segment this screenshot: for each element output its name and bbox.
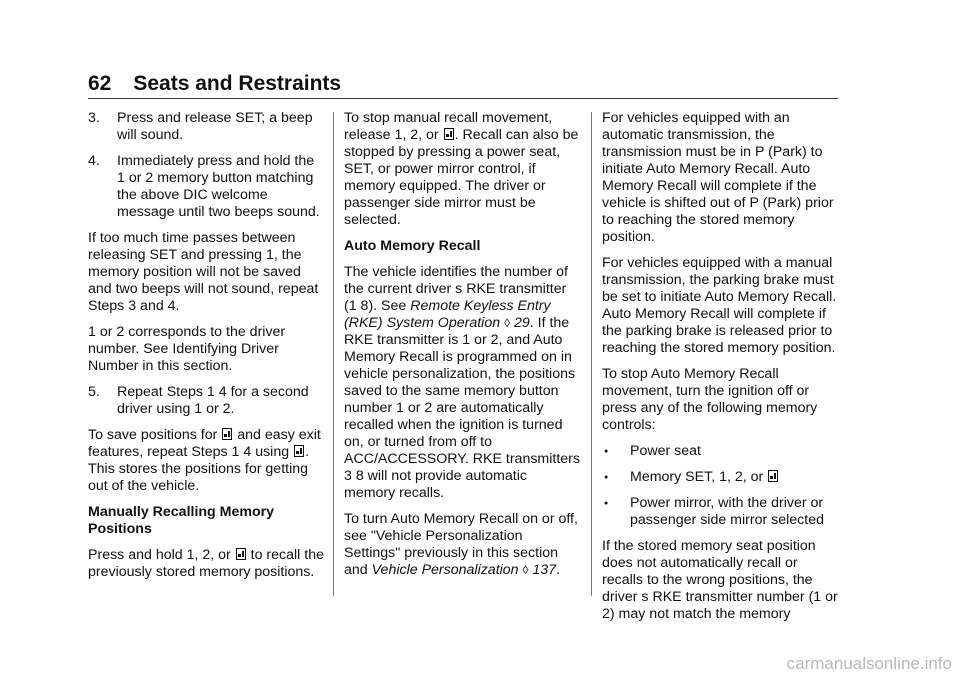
save-exit-paragraph: To save positions for and easy exit features, repeat Steps 1 4 using . This stores the positions for getting out of the vehicle.	[88, 427, 321, 494]
exit-memory-button-icon	[222, 428, 232, 440]
list-item: ● Memory SET, 1, 2, or	[602, 469, 840, 486]
bullet-icon: ●	[604, 500, 609, 507]
step-4-note-2: 1 or 2 corresponds to the driver number. See Identifying Driver Number in this section.	[88, 324, 286, 374]
page-ref-arrow-icon: ◊	[522, 563, 529, 577]
column-2	[344, 110, 580, 588]
identify-driver-paragraph: The vehicle identifies the number of the current driver s RKE transmitter (1 8). See Remote Keyless Entry (RKE) System Operation ◊ 29. If the RKE transmitter is 1 or 2, and Auto Memory Recall is programmed on in vehicle personalization, the positions saved to the same memory button number 1 or 2 are automatically recalled when the ignition is turned on, or turned from off to ACC/ACCESSORY. RKE transmitters 3 8 will not provide automatic memory recalls.	[344, 264, 580, 501]
page-header	[88, 72, 341, 96]
list-item: ● Power mirror, with the driver or passenger side mirror selected	[604, 495, 824, 528]
press-hold-paragraph: Press and hold 1, 2, or to recall the previously stored memory positions.	[88, 547, 324, 580]
step-text: Repeat Steps 1 4 for a second driver using 1 or 2.	[117, 384, 309, 417]
step-5	[88, 384, 324, 418]
step-4	[88, 153, 324, 221]
exit-memory-button-icon	[768, 470, 778, 482]
watermark: carmanualsonline.info	[786, 654, 952, 673]
bullet-icon: ●	[604, 474, 609, 481]
step-number: 5.	[88, 384, 100, 400]
rke-page-ref[interactable]: 29	[513, 315, 530, 331]
automatic-transmission-paragraph: For vehicles equipped with an automatic transmission, the transmission must be in P (Park) to initiate Auto Memory Recall. Auto Memory Recall will complete if the vehicle is shifted out of P (Park) prior to reaching the stored memory position.	[602, 110, 834, 245]
step-3	[88, 110, 324, 144]
step-text: Immediately press and hold the 1 or 2 memory button matching the above DIC welcome message until two beeps sound.	[117, 153, 320, 220]
page-number: 62	[88, 72, 112, 95]
mismatch-paragraph: If the stored memory seat position does not automatically recall or recalls to the wrong positions, the driver s RKE transmitter number (1 or 2) may not match the memory	[602, 538, 838, 622]
manual-recall-heading: Manually Recalling Memory Positions	[88, 504, 275, 537]
page-title: Seats and Restraints	[133, 72, 342, 95]
auto-recall-heading: Auto Memory Recall	[344, 238, 481, 254]
personalization-page-ref[interactable]: 137	[532, 562, 557, 578]
manual-transmission-paragraph: For vehicles equipped with a manual transmission, the parking brake must be set to initiate Auto Memory Recall. Auto Memory Recall will complete if the parking brake is released prior to reaching the stored memory position.	[602, 255, 837, 356]
personalization-link[interactable]: Vehicle Personalization	[371, 562, 519, 578]
bullet-icon: ●	[604, 448, 609, 455]
exit-memory-button-icon	[444, 128, 454, 140]
column-1	[88, 110, 324, 590]
list-item: ● Power seat	[604, 443, 701, 459]
page-ref-arrow-icon: ◊	[504, 316, 511, 330]
column-divider-2	[591, 112, 592, 596]
step-number: 4.	[88, 153, 100, 169]
column-3	[602, 110, 840, 632]
step-4-note-1: If too much time passes between releasing SET and pressing 1, the memory position will not be saved and two beeps will not sound, repeat Steps 3 and 4.	[88, 230, 319, 314]
step-number: 3.	[88, 110, 100, 126]
turn-on-off-paragraph: To turn Auto Memory Recall on or off, see "Vehicle Personalization Settings" previously in this section and Vehicle Personalization ◊ 137.	[344, 511, 578, 578]
exit-memory-button-icon	[236, 548, 246, 560]
column-divider-1	[333, 112, 334, 596]
step-text: Press and release SET; a beep will sound.	[117, 110, 313, 143]
stop-auto-recall-paragraph: To stop Auto Memory Recall movement, turn the ignition off or press any of the following memory controls:	[602, 366, 818, 433]
header-rule	[88, 98, 838, 99]
stop-manual-paragraph: To stop manual recall movement, release 1, 2, or . Recall can also be stopped by pressing a power seat, SET, or power mirror control, if memory equipped. The driver or passenger side mirror must be selected.	[344, 110, 579, 228]
rke-link[interactable]: Remote Keyless Entry (RKE) System Operation	[344, 298, 551, 331]
exit-memory-button-icon	[294, 445, 304, 457]
